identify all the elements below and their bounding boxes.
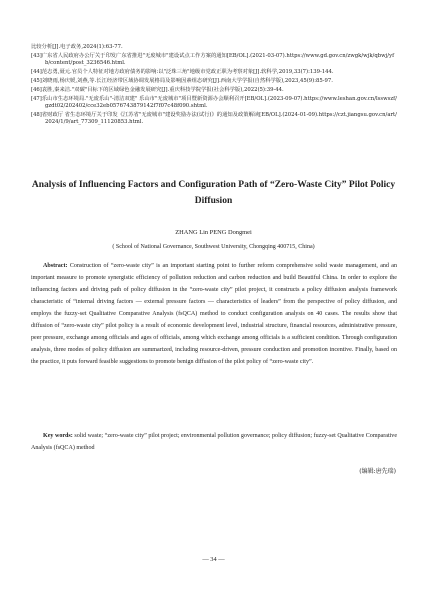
keywords-text: solid waste; “zero-waste city” pilot project; environmental pollution governance; policy diffusion; fuzzy-set Qualitative Comparative Analysis (fsQCA) method bbox=[31, 433, 398, 451]
page-number: — 34 — bbox=[202, 556, 225, 563]
reference-item: [43]广东省人民政府办公厅关于印发广东省推进"无废城市"建设试点工作方案的通知[EB/OL].(2021-03-07).https://www.gd.gov.cn/zwgk/wjk/qbwj/yfb/content/post_3236546.html. bbox=[31, 52, 395, 67]
reference-item: 比较分析[J].电子政务,2024(1):63-77. bbox=[31, 44, 123, 50]
keywords bbox=[31, 430, 397, 454]
reference-item: [45]刘晓雨,杨庆媛,刘燕,等.长江经济带区域协调发展格局及影响因素组态研究[J].西南大学学报(自然科学版),2023,45(9):85-97. bbox=[31, 77, 333, 84]
abstract-label: Abstract: bbox=[43, 263, 68, 269]
paper-title: Analysis of Influencing Factors and Configuration Path of “Zero-Waste City” Pilot Policy Diffusion bbox=[31, 180, 396, 206]
reference-list bbox=[31, 44, 397, 128]
reference-item: [46]袁胜,秦来洁."双碳"目标下的区域绿色金融发展研究[J].重庆科技学院学报(社会科学版),2022(5):39-44. bbox=[31, 86, 284, 93]
abstract bbox=[31, 260, 397, 368]
affiliation: ( School of National Governance, Southwest University, Chongqing 400715, China) bbox=[112, 244, 315, 250]
editor-note: (编辑:唐先瑞) bbox=[359, 468, 396, 475]
reference-item: [47]乐山市生态环境局."无废乐山"-清洁双建" 乐山市"无废城市"项目暨新资源办会顺利召开[EB/OL].(2023-09-07).https://www.leshan.gov.cn/lsswszf/gzdt02/202402/cce32eb0576743879142f7f07c48f090.shtml. bbox=[31, 95, 397, 110]
abstract-text: Construction of “zero-waste city” is an important starting point to further reform comprehensive solid waste management, and an important measure to promote synergistic efficiency of pollution reduction and carbon reduction and build Beautiful China. In order to explore the influencing factors and driving path of policy diffusion in the “zero-waste city” pilot project, it constructs a policy diffusion analysis framework characteristic of “internal driving factors — external pressure factors — characteristics of leaders” from the perspective of policy diffusion, and employs the fuzzy-set Qualitative Comparative Analysis (fsQCA) method to conduct configuration analysis on 40 cases. The results show that diffusion of “zero-waste city” pilot policy is a result of economic development level, industrial structure, financial resources, administrative pressure, peer pressure, exchange among officials and ages of officials, among which exchange among officials is a sufficient condition. Through configuration analysis, three modes of policy diffusion are summarized, including resource-driven, pressure conduction and promotion incentive. Finally, based on the practice, it puts forward feasible suggestions to promote benign diffusion of the pilot policy of “zero-waste city”. bbox=[31, 263, 397, 366]
reference-item: [48]省财政厅 省生态环境厅关于印发《江苏省"无废城市"建设奖励办法(试行)》的通知及政策解读[EB/OL].(2024-01-09).https://czt.jiangsu.gov.cn/art/2024/1/9/art_77309_11120853.html. bbox=[31, 111, 397, 126]
keywords-label: Key words: bbox=[43, 433, 73, 439]
authors: ZHANG Lin PENG Dongmei bbox=[175, 229, 252, 236]
reference-item: [44]范志勇,聂元.官员个人特征对地方政府债务的影响:以"泛珠三角"地级市党政正职为考察对象[J].软科学,2019,33(7):139-144. bbox=[31, 69, 334, 76]
